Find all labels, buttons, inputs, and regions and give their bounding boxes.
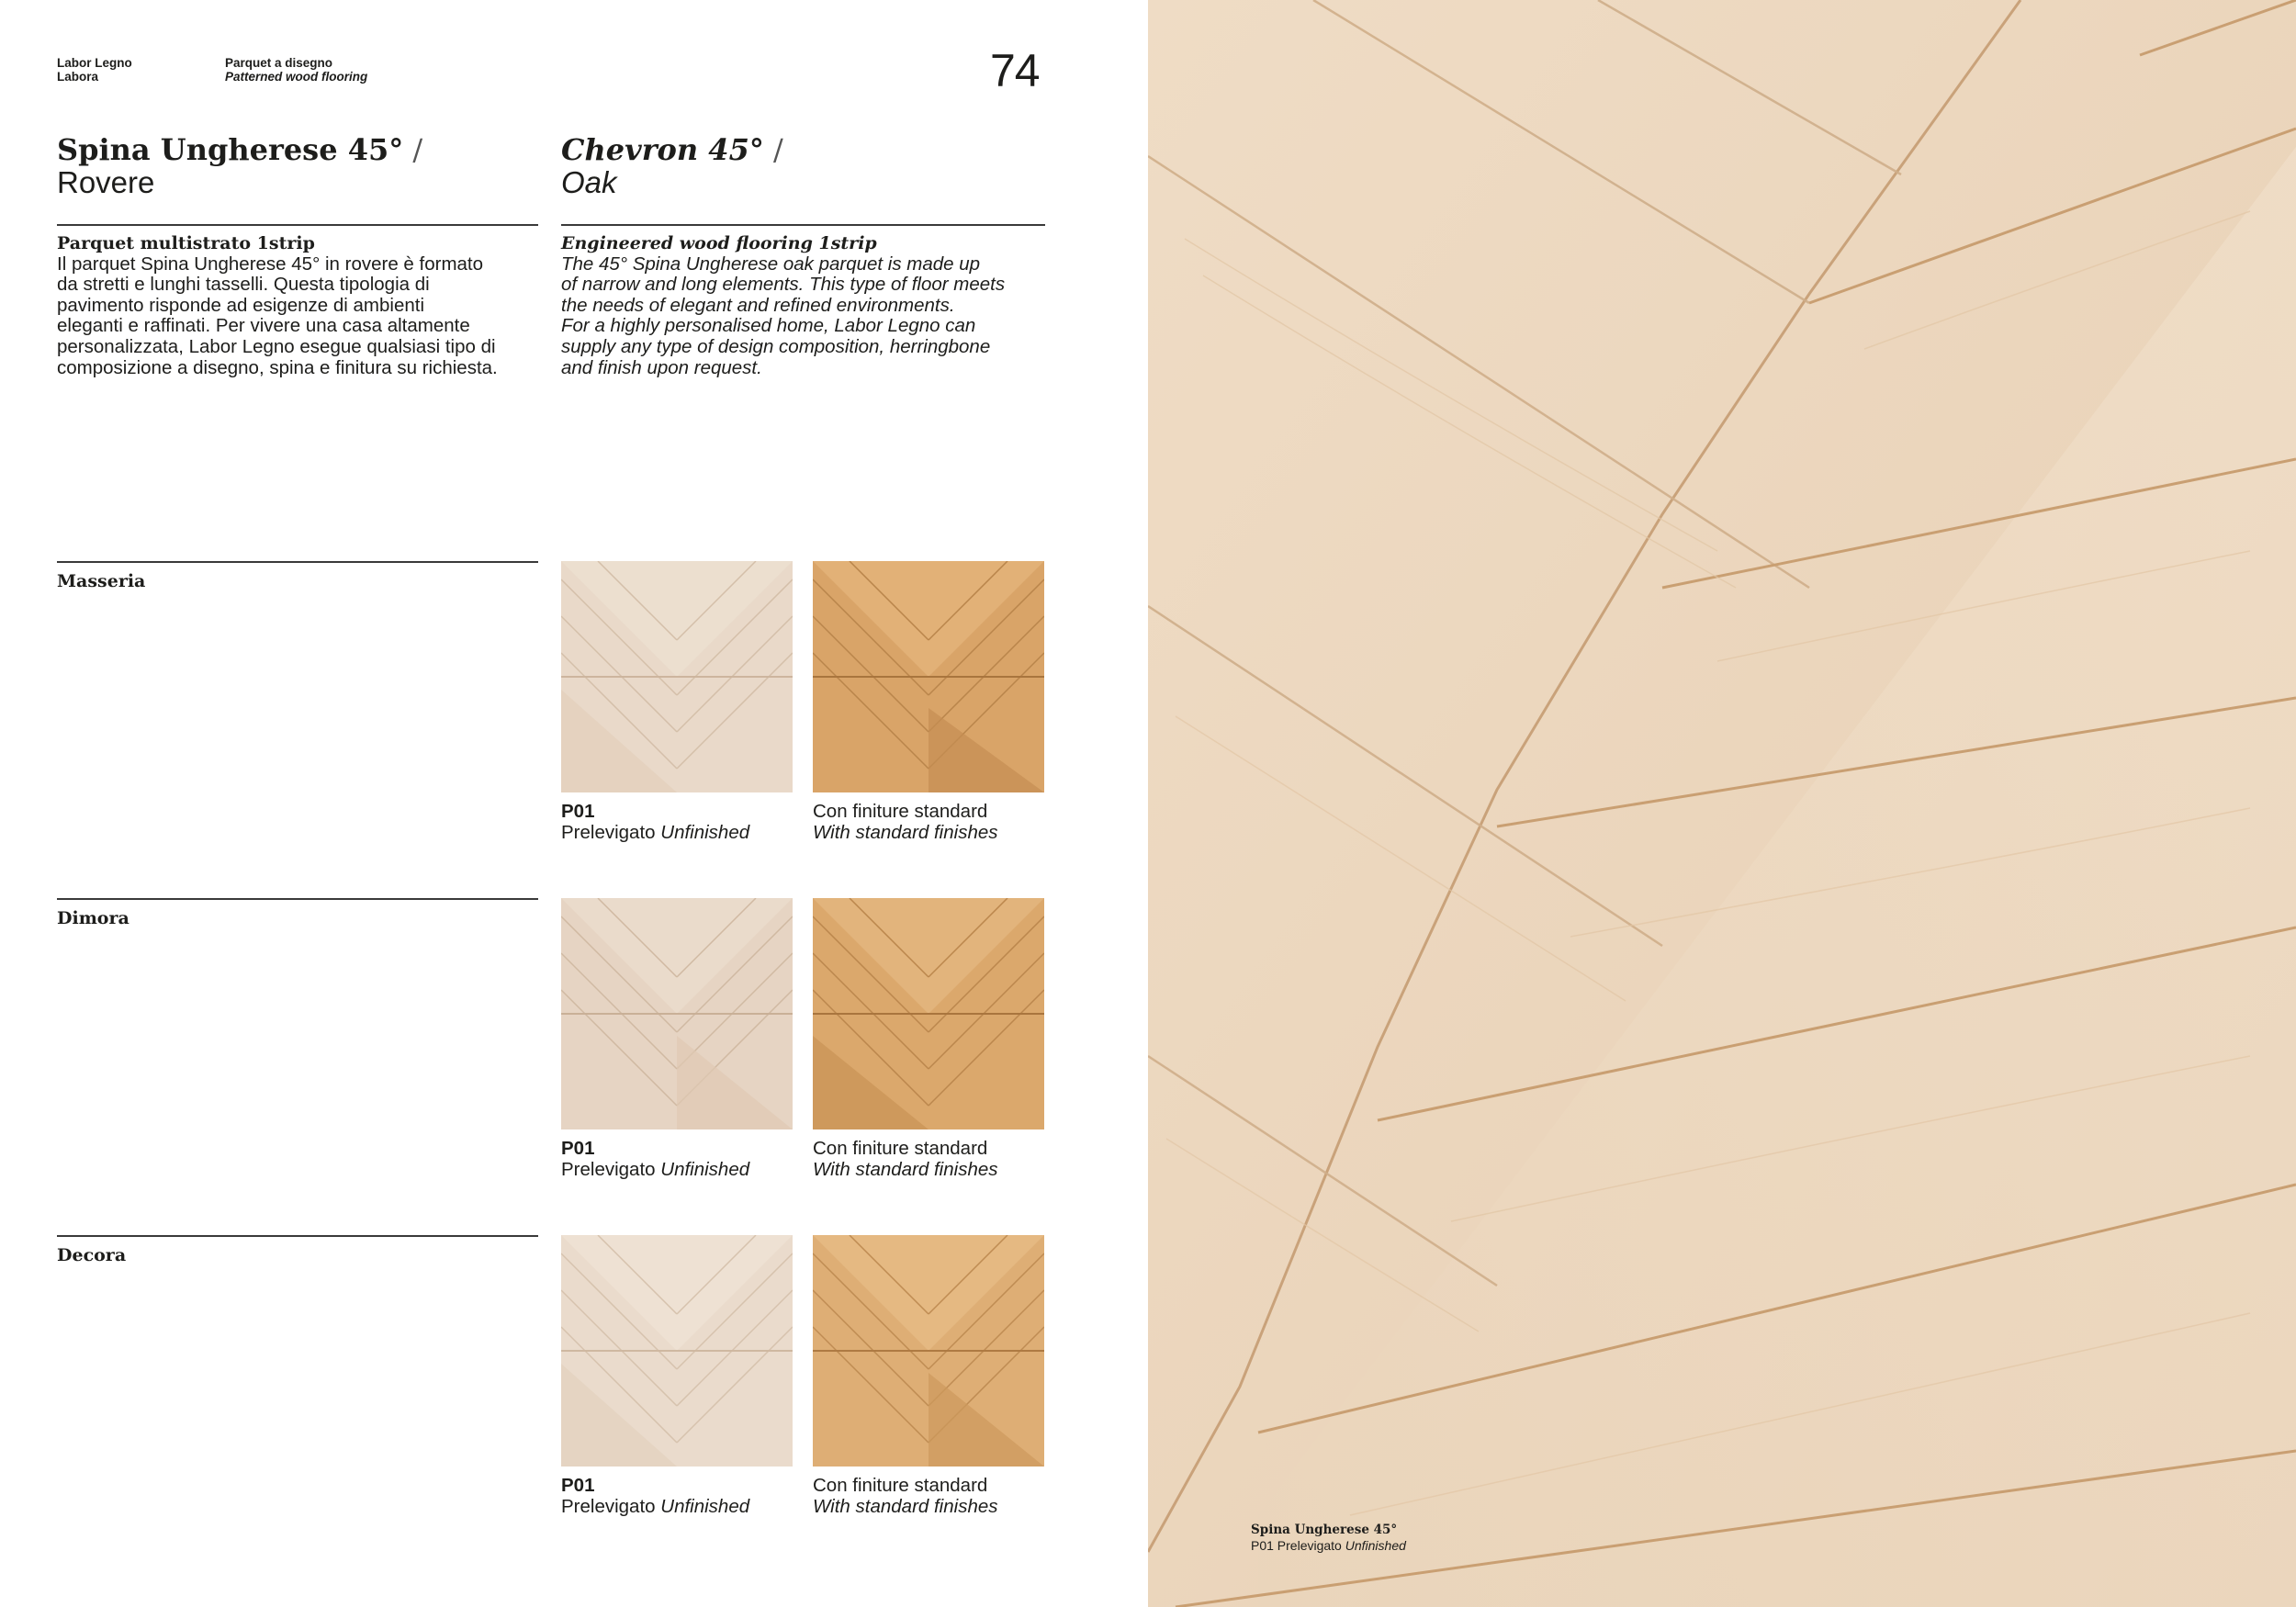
photo-caption-finish: Unfinished bbox=[1345, 1538, 1406, 1553]
finish-standard-italian: Con finiture standard bbox=[813, 801, 988, 822]
section-label-decora: Decora bbox=[57, 1245, 127, 1265]
finish-standard-english: With standard finishes bbox=[813, 1496, 998, 1517]
title-english-main: Chevron 45° bbox=[561, 132, 764, 167]
description-english bbox=[561, 233, 1048, 378]
finish-standard-english: With standard finishes bbox=[813, 1159, 998, 1180]
category-line-1: Parquet a disegno bbox=[225, 56, 333, 70]
finish-name-italian: Prelevigato bbox=[561, 1159, 661, 1180]
divider-title-italian bbox=[57, 224, 538, 226]
divider-section-decora bbox=[57, 1235, 538, 1237]
finish-code: P01 bbox=[561, 1475, 595, 1496]
floor-photo bbox=[1148, 0, 2296, 1607]
caption-finished-decora bbox=[813, 1475, 998, 1517]
swatch-unfinished-masseria bbox=[561, 561, 793, 792]
finish-code: P01 bbox=[561, 1138, 595, 1159]
brand-line-2: Labora bbox=[57, 70, 99, 84]
swatch-finished-decora bbox=[813, 1235, 1044, 1467]
description-english-line: of narrow and long elements. This type of floor meets bbox=[561, 274, 1006, 296]
brand-line-1: Labor Legno bbox=[57, 56, 132, 70]
chevron-floor-photo-icon bbox=[1148, 0, 2296, 1607]
finish-standard-italian: Con finiture standard bbox=[813, 1475, 988, 1496]
section-label-dimora: Dimora bbox=[57, 908, 129, 928]
title-english-slash: / bbox=[763, 132, 783, 167]
caption-finished-masseria bbox=[813, 801, 998, 843]
description-italian-line: da stretti e lunghi tasselli. Questa tipologia di bbox=[57, 274, 430, 296]
divider-title-english bbox=[561, 224, 1045, 226]
category-header bbox=[225, 56, 367, 84]
description-english-line: and finish upon request. bbox=[561, 356, 762, 378]
title-italian-main: Spina Ungherese 45° bbox=[57, 132, 404, 167]
finish-name-english: Unfinished bbox=[660, 822, 750, 843]
chevron-swatch-unfinished-icon bbox=[561, 561, 793, 792]
finish-name-italian: Prelevigato bbox=[561, 1496, 661, 1517]
description-english-line: supply any type of design composition, herringbone bbox=[561, 335, 991, 357]
caption-unfinished-dimora bbox=[561, 1138, 749, 1180]
description-english-line: the needs of elegant and refined environments. bbox=[561, 294, 955, 316]
finish-name-english: Unfinished bbox=[660, 1496, 750, 1517]
description-italian-line: Il parquet Spina Ungherese 45° in rovere è formato bbox=[57, 253, 484, 275]
caption-unfinished-masseria bbox=[561, 801, 749, 843]
chevron-swatch-finished-icon bbox=[813, 561, 1044, 792]
description-italian bbox=[57, 233, 544, 378]
caption-unfinished-decora bbox=[561, 1475, 749, 1517]
swatch-finished-dimora bbox=[813, 898, 1044, 1129]
finish-standard-italian: Con finiture standard bbox=[813, 1138, 988, 1159]
description-italian-lead: Parquet multistrato 1strip bbox=[57, 233, 315, 253]
chevron-swatch-finished-icon bbox=[813, 1235, 1044, 1467]
swatch-unfinished-dimora bbox=[561, 898, 793, 1129]
brand-header bbox=[57, 56, 132, 84]
chevron-swatch-unfinished-icon bbox=[561, 898, 793, 1129]
swatch-unfinished-decora bbox=[561, 1235, 793, 1467]
description-english-line: The 45° Spina Ungherese oak parquet is made up bbox=[561, 253, 981, 275]
chevron-swatch-finished-icon bbox=[813, 898, 1044, 1129]
divider-section-dimora bbox=[57, 898, 538, 900]
title-italian bbox=[57, 134, 422, 198]
section-label-masseria: Masseria bbox=[57, 571, 146, 591]
title-english-sub: Oak bbox=[561, 165, 617, 199]
description-italian-line: pavimento risponde ad esigenze di ambienti bbox=[57, 294, 425, 316]
description-italian-line: composizione a disegno, spina e finitura su richiesta. bbox=[57, 356, 498, 378]
photo-caption-title: Spina Ungherese 45° bbox=[1251, 1523, 1398, 1537]
finish-code: P01 bbox=[561, 801, 595, 822]
finish-name-english: Unfinished bbox=[660, 1159, 750, 1180]
chevron-swatch-unfinished-icon bbox=[561, 1235, 793, 1467]
title-italian-slash: / bbox=[403, 132, 423, 167]
finish-name-italian: Prelevigato bbox=[561, 822, 661, 843]
title-italian-sub: Rovere bbox=[57, 165, 155, 199]
description-italian-line: personalizzata, Labor Legno esegue qualsiasi tipo di bbox=[57, 335, 496, 357]
description-english-line: For a highly personalised home, Labor Legno can bbox=[561, 315, 976, 337]
divider-section-masseria bbox=[57, 561, 538, 563]
title-english bbox=[561, 134, 783, 198]
page-number: 74 bbox=[990, 45, 1040, 96]
description-italian-line: eleganti e raffinati. Per vivere una casa altamente bbox=[57, 315, 470, 337]
caption-finished-dimora bbox=[813, 1138, 998, 1180]
swatch-finished-masseria bbox=[813, 561, 1044, 792]
description-english-lead: Engineered wood flooring 1strip bbox=[561, 233, 877, 253]
finish-standard-english: With standard finishes bbox=[813, 822, 998, 843]
photo-caption bbox=[1251, 1523, 1406, 1554]
category-line-2: Patterned wood flooring bbox=[225, 70, 368, 84]
photo-caption-code: P01 Prelevigato bbox=[1251, 1538, 1345, 1553]
